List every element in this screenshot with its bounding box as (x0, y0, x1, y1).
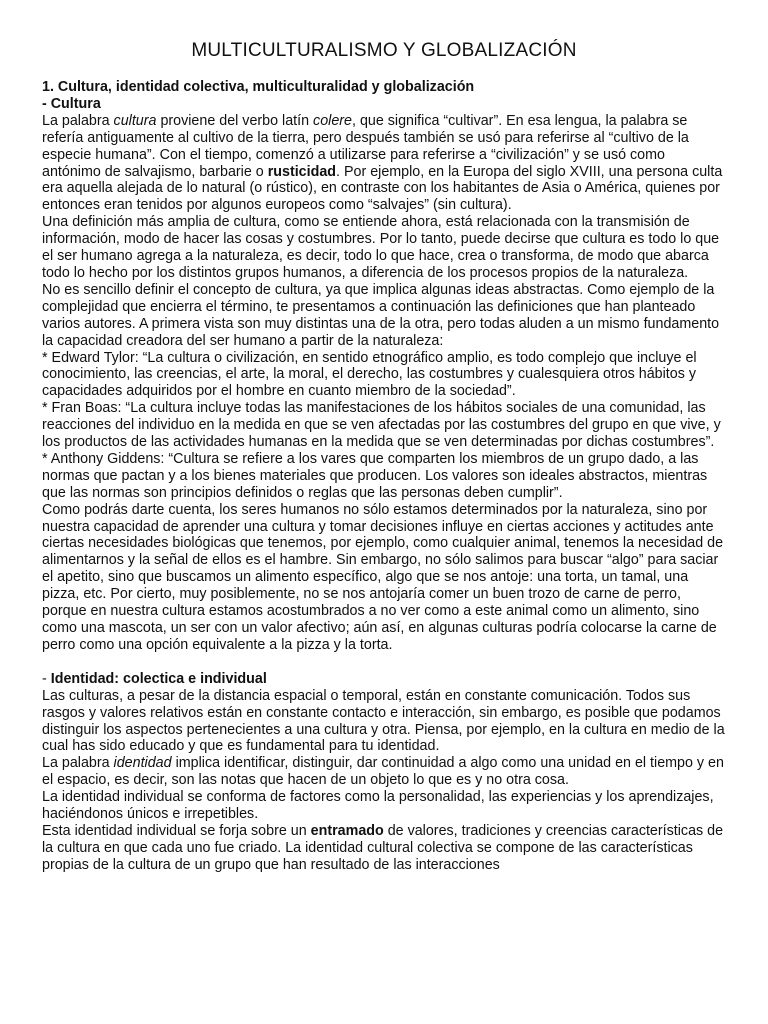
text-run: La palabra (42, 755, 114, 772)
paragraph-naturaleza: Como podrás darte cuenta, los seres humanos no sólo estamos determinados por la naturaleza, sino por nuestra capacidad de aprender una cultura y tomar decisiones influye en ciertas acciones y actitudes ante ciertas necesidades biológicas que tenemos, por ejemplo, como cualquier animal, tenemos la necesidad de alimentarnos y la señal de ellos es el hambre. Sin embargo, no sólo salimos para buscar “algo” para saciar el apetito, sino que buscamos un alimento específico, algo que se nos antoje: una torta, un tamal, una pizza, etc. Por cierto, muy posiblemente, no se nos antojaría comer un buen trozo de carne de perro, porque en nuestra cultura estamos acostumbrados a no ver como a este animal como un alimento, sino como una mascota, un ser con un valor afectivo; aún así, en algunas culturas podría colocarse la carne de perro como una opción equivalente a la pizza y la torta. (42, 501, 724, 653)
paragraph-definicion: Una definición más amplia de cultura, como se entiende ahora, está relacionada con la transmisión de información, modo de hacer las cosas y costumbres. Por lo tanto, puede decirse que cultura es todo lo que el ser humano agrega a la naturaleza, es decir, todo lo que hace, crea o transforma, de modo que abarca todo lo hecho por los distintos grupos humanos, a diferencia de los procesos propios de la naturaleza. (42, 214, 720, 281)
text-run: Esta identidad individual se forja sobre un (42, 822, 311, 839)
quote-tylor: * Edward Tylor: “La cultura o civilización, en sentido etnográfico amplio, es todo complejo que incluye el conocimiento, las creencias, el arte, la moral, el derecho, las costumbres y cualesquiera otros hábitos y capacidades adquiridos por el hombre en cuanto miembro de la sociedad”. (42, 349, 697, 400)
paragraph-cultura-origin (42, 113, 726, 214)
bold-term: Identidad: colectica e individual (50, 670, 267, 687)
paragraph-gap (42, 654, 726, 671)
paragraph-identidad-individual: La identidad individual se conforma de factores como la personalidad, las experiencias y los aprendizajes, haciéndonos únicos e irrepetibles. (42, 789, 714, 823)
italic-term: colere (313, 112, 352, 129)
text-run: - (42, 670, 51, 687)
paragraph-complejidad: No es sencillo definir el concepto de cultura, ya que implica algunas ideas abstractas. Como ejemplo de la complejidad que encierra el término, te presentamos a continuación las definiciones que han planteado varios autores. A primera vista son muy distintas una de la otra, pero todas aluden a un mismo fundamento la capacidad creadora del ser humano a partir de la naturaleza: (42, 281, 720, 349)
section-heading: 1. Cultura, identidad colectiva, multiculturalidad y globalización (42, 79, 475, 95)
paragraph-identidad-def (42, 755, 726, 789)
text-run: , que significa “cultivar”. En esa lengua, la palabra se refería antiguamente al cultivo de la tierra, pero después también se usó para referirse al “cultivo de la especie humana”. Con el tiempo, comenzó a utilizarse para referirse a “civilización” y se usó como antónimo de salvajismo, barbarie o (42, 112, 689, 180)
text-run: La palabra (42, 112, 114, 129)
subheading-identidad (42, 671, 726, 688)
document-body (42, 79, 726, 874)
subheading-cultura: - Cultura (42, 95, 101, 112)
paragraph-culturas: Las culturas, a pesar de la distancia espacial o temporal, están en constante comunicación. Todos sus rasgos y valores relativos están en constante contacto e interacción, sin embargo, es posible que podamos distinguir los aspectos pertenecientes a una cultura y otra. Piensa, por ejemplo, en la cultura en medio de la cual has sido educado y que es fundamental para tu identidad. (42, 687, 725, 755)
text-run: de valores, tradiciones y creencias características de la cultura en que cada uno fue criado. La identidad cultural colectiva se compone de las características propias de la cultura de un grupo que han resultado de las interacciones (42, 822, 724, 873)
paragraph-entramado (42, 823, 726, 874)
bold-term: entramado (310, 822, 384, 839)
document-title: MULTICULTURALISMO Y GLOBALIZACIÓN (191, 40, 577, 61)
text-run: implica identificar, distinguir, dar continuidad a algo como una unidad en el tiempo y en el espacio, es decir, son las notas que hacen de un objeto lo que es y no otra cosa. (42, 755, 724, 789)
text-run: . Por ejemplo, en la Europa del siglo XVIII, una persona culta era aquella alejada de lo natural (o rústico), en contraste con los habitantes de Asia o América, quienes por entonces eran tenidos por algunos europeos como “salvajes” (sin cultura). (42, 163, 723, 214)
text-run: proviene del verbo latín (156, 112, 314, 129)
bold-term: rusticidad (267, 163, 337, 180)
italic-term: identidad (113, 755, 172, 772)
italic-term: cultura (113, 112, 157, 129)
quote-giddens: * Anthony Giddens: “Cultura se refiere a los vares que comparten los miembros de un grupo dado, a las normas que pactan y a los bienes materiales que producen. Los valores son ideales abstractos, mientras que las normas son principios definidos o reglas que las personas deben cumplir”. (42, 450, 708, 501)
quote-boas: * Fran Boas: “La cultura incluye todas las manifestaciones de los hábitos sociales de una comunidad, las reacciones del individuo en la medida en que se ven afectadas por las costumbres del grupo en que vive, y los productos de las actividades humanas en la medida que se ven determinadas por dichas costumbres”. (42, 400, 721, 451)
